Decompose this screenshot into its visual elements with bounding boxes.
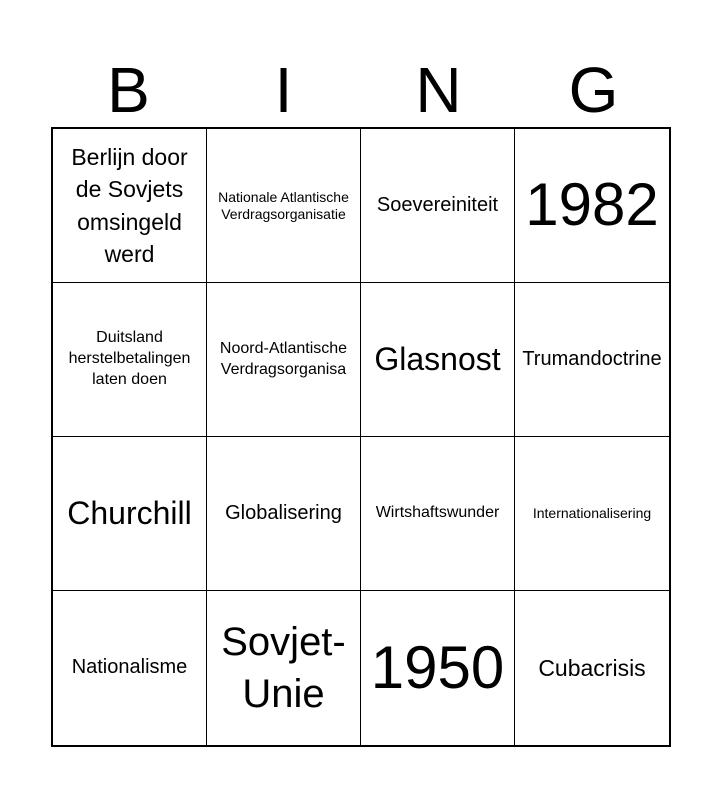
bingo-cell[interactable]: Trumandoctrine xyxy=(515,283,669,437)
bingo-cell[interactable]: Sovjet-Unie xyxy=(207,591,361,745)
bingo-cell[interactable]: Soevereiniteit xyxy=(361,129,515,283)
bingo-cell[interactable]: Wirtshaftswunder xyxy=(361,437,515,591)
bingo-cell[interactable]: Glasnost xyxy=(361,283,515,437)
bingo-card-grid xyxy=(51,127,671,747)
header-letter-b: B xyxy=(107,54,150,126)
bingo-cell[interactable]: 1982 xyxy=(515,129,669,283)
bingo-cell[interactable]: Noord-Atlantische Verdragsorganisa xyxy=(207,283,361,437)
bingo-cell[interactable]: Cubacrisis xyxy=(538,654,646,681)
bingo-cell[interactable]: 1950 xyxy=(361,591,515,745)
bingo-cell[interactable]: Nationale Atlantische Verdragsorganisatie xyxy=(207,129,361,283)
bingo-header xyxy=(51,52,671,128)
bingo-cell[interactable]: Internationalisering xyxy=(515,437,669,591)
header-letter-i: I xyxy=(274,54,293,126)
bingo-cell[interactable]: Duitsland herstelbetalingen laten doen xyxy=(53,283,207,437)
bingo-cell[interactable]: Globalisering xyxy=(207,437,361,591)
bingo-cell[interactable]: Churchill xyxy=(53,437,207,591)
bingo-cell[interactable]: Berlijn door de Sovjets omsingeld werd xyxy=(53,129,207,283)
header-letter-n: N xyxy=(415,54,462,126)
bingo-cell[interactable]: Nationalisme xyxy=(53,591,207,745)
header-letter-g: G xyxy=(568,54,619,126)
